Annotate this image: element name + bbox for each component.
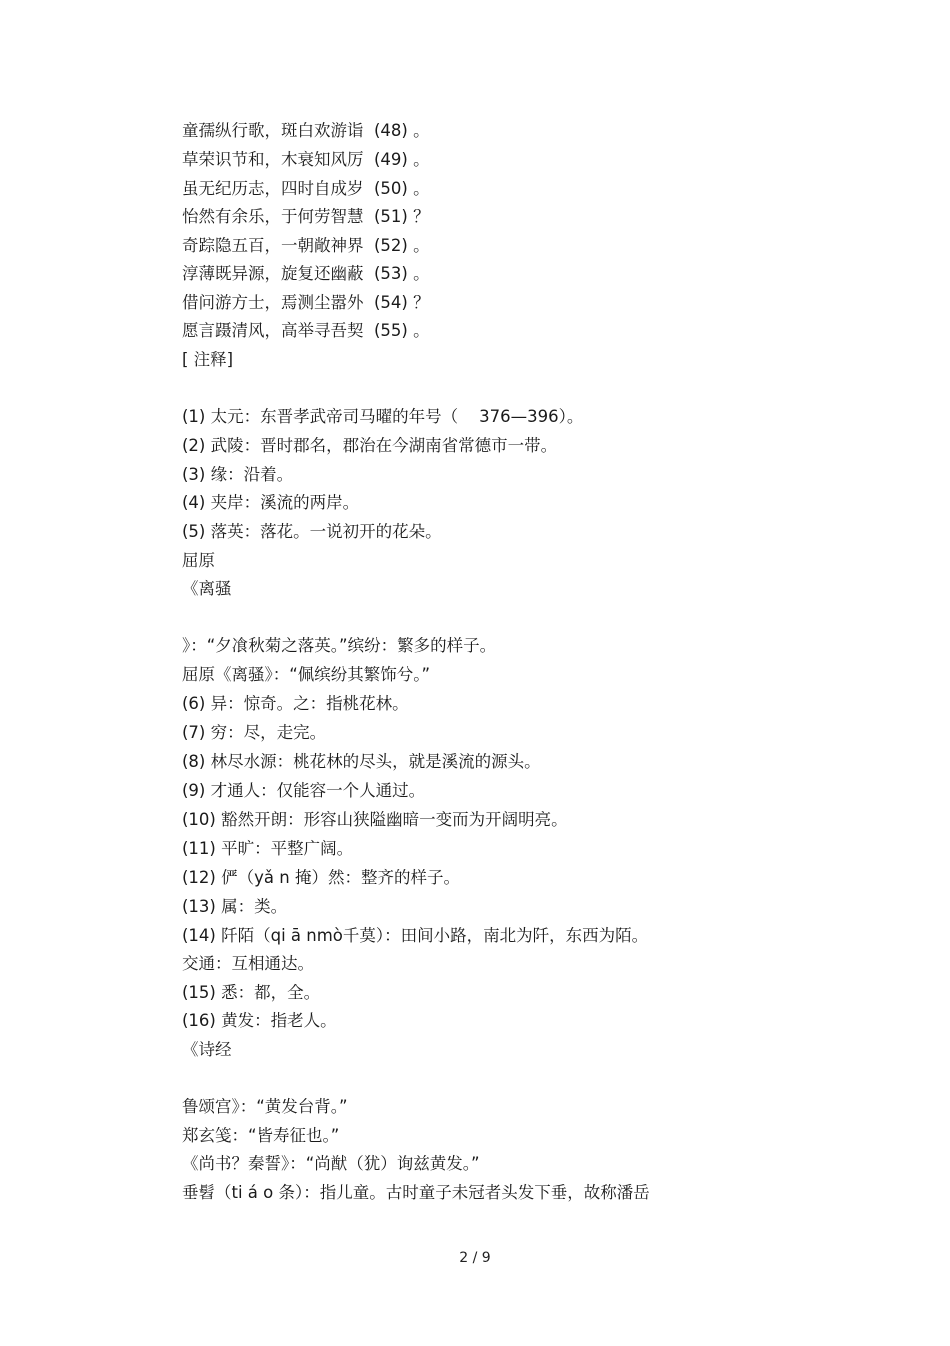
note-line: (3) 缘：沿着。 [182,465,294,484]
note-line: (8) 林尽水源：桃花林的尽头，就是溪流的源头。 [182,752,541,771]
note-line: 鲁颂宫》：“黄发台背。” [182,1097,348,1116]
note-line: 垂髫（ti á o 条）：指儿童。古时童子未冠者头发下垂，故称潘岳 [182,1183,650,1202]
note-line: 郑玄笺：“皆寿征也。” [182,1126,340,1145]
note-line: (4) 夹岸：溪流的两岸。 [182,493,360,512]
note-line: (7) 穷：尽，走完。 [182,723,327,742]
poem-line: 童孺纵行歌，斑白欢游诣 (48) 。 [182,121,430,140]
note-line: 》：“夕飡秋菊之落英。”缤纷：繁多的样子。 [182,636,497,655]
poem-line: 淳薄既异源，旋复还幽蔽 (53) 。 [182,264,430,283]
note-line: (10) 豁然开朗：形容山狭隘幽暗一变而为开阔明亮。 [182,810,568,829]
poem-line: 奇踪隐五百，一朝敞神界 (52) 。 [182,236,430,255]
note-line: (6) 异：惊奇。之：指桃花林。 [182,694,409,713]
poem-line: 借问游方士，焉测尘嚣外 (54) ？ [182,293,430,312]
note-line: (5) 落英：落花。一说初开的花朵。 [182,522,442,541]
poem-line: 愿言蹑清风，高举寻吾契 (55) 。 [182,321,430,340]
note-line: (12) 俨（yǎ n 掩）然：整齐的样子。 [182,868,460,887]
note-line: (11) 平旷：平整广阔。 [182,839,354,858]
note-line: 屈原 [182,551,215,570]
note-line: 交通：互相通达。 [182,954,314,973]
poem-line: 草荣识节和，木衰知风厉 (49) 。 [182,150,430,169]
note-line: (16) 黄发：指老人。 [182,1011,337,1030]
page-number: 2 / 9 [459,1250,491,1266]
note-line: (2) 武陵：晋时郡名，郡治在今湖南省常德市一带。 [182,436,558,455]
note-line: 《离骚 [182,579,232,598]
note-line: (13) 属：类。 [182,897,288,916]
note-line: 《尚书？秦誓》：“尚猷（犹）询兹黄发。” [182,1154,480,1173]
poem-line: 虽无纪历志，四时自成岁 (50) 。 [182,179,430,198]
note-line: 屈原《离骚》：“佩缤纷其繁饰兮。” [182,665,431,684]
note-line: (14) 阡陌（qi ā nmò千莫）：田间小路，南北为阡，东西为陌。 [182,926,649,945]
note-line: (9) 才通人：仅能容一个人通过。 [182,781,426,800]
note-line: (15) 悉：都，全。 [182,983,321,1002]
poem-line: 怡然有余乐，于何劳智慧 (51) ？ [182,207,430,226]
notes-heading: [ 注释] [182,350,234,369]
note-line: (1) 太元：东晋孝武帝司马曜的年号（ 376—396）。 [182,407,584,426]
note-line: 《诗经 [182,1040,232,1059]
